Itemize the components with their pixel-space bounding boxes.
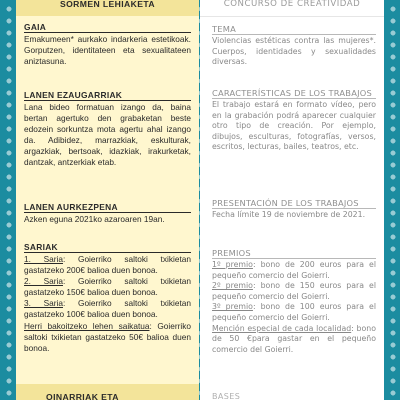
premios-section <box>212 248 376 355</box>
caracteristicas-text: El trabajo estará en formato vídeo, pero en la grabación podrá aparecer cualquier otro tipo de creación. Por ejemplo, dibujos, esculturas, fotografías, versos, escritos, lecturas, bailes, teatros, etc. <box>212 100 376 152</box>
sariak-item-label: 2. Saria <box>24 276 63 287</box>
sariak-item-text: : Goierriko saltoki txikietan gastatzeko 150€ balioa duen bonoa. <box>24 276 191 298</box>
premios-item <box>212 302 376 323</box>
sariak-item <box>24 254 191 276</box>
sariak-section <box>24 242 191 354</box>
caracteristicas-heading: CARACTERÍSTICAS DE LOS TRABAJOS <box>212 88 376 99</box>
sariak-special-label: Herri bakoitzeko lehen saikatua <box>24 320 150 331</box>
sariak-item-label: 1. Saria <box>24 254 63 264</box>
spanish-title: CONCURSO DE CREATIVIDAD <box>200 0 384 17</box>
premios-item <box>212 281 376 302</box>
sariak-item-text: : Goierriko saltoki txikietan gastatzeko 100€ balioa duen bonoa. <box>24 298 191 320</box>
premios-special <box>212 324 376 356</box>
tema-section <box>212 24 376 68</box>
sariak-item <box>24 276 191 298</box>
lanen-aurkezpena-section <box>24 202 191 225</box>
premios-heading: PREMIOS <box>212 248 376 259</box>
premios-item <box>212 260 376 281</box>
sariak-special-text: : Goierriko saltoki txikietan gastatzeko 50€ balioa duen bonoa. <box>24 320 191 353</box>
premios-item-label: 2º premio <box>212 281 253 291</box>
gaia-heading: GAIA <box>24 22 191 33</box>
lanen-aurkezpena-heading: LANEN AURKEZPENA <box>24 202 191 213</box>
sariak-item <box>24 298 191 320</box>
sariak-heading: SARIAK <box>24 242 191 253</box>
presentacion-section <box>212 198 376 221</box>
presentacion-text: Fecha límite 19 de noviembre de 2021. <box>212 210 366 219</box>
premios-item-label: 3º premio <box>212 302 253 312</box>
gaia-section <box>24 22 191 67</box>
lanen-ezaugarriak-section <box>24 90 191 169</box>
presentacion-heading: PRESENTACIÓN DE LOS TRABAJOS <box>212 198 376 209</box>
tema-text: Violencias estéticas contra las mujeres*. Cuerpos, identidades y sexualidades diversas. <box>212 36 376 67</box>
basque-title: SORMEN LEHIAKETA <box>16 0 199 16</box>
lanen-aurkezpena-text: Azken eguna 2021ko azaroaren 19an. <box>24 214 165 224</box>
premios-item-text: : bono de 200 euros para el pequeño comercio del Goierri. <box>212 260 376 280</box>
premios-special-label: Mención especial de cada localidad <box>212 323 352 333</box>
sariak-item-label: 3. Saria <box>24 298 63 309</box>
lanen-ezaugarriak-text: Lana bideo formatuan izango da, baina bertan agertuko den grabaketan beste edozein sorkuntza mota agertu ahal izango da. Adibidez, marrazkiak, eskulturak, argazkiak, bertsoak, idazkiak, irakurketak, dantzak, antzerkiak etab. <box>24 102 191 168</box>
lanen-ezaugarriak-heading: LANEN EZAUGARRIAK <box>24 90 191 101</box>
sariak-item-text: : Goierriko saltoki txikietan gastatzeko 200€ balioa duen bonoa. <box>24 254 191 276</box>
tema-heading: TEMA <box>212 24 376 35</box>
sariak-special <box>24 321 191 354</box>
premios-item-text: : bono de 100 euros para el pequeño comercio del Goierri. <box>212 302 376 322</box>
gaia-text: Emakumeen* aurkako indarkeria estetikoak. Gorputzen, identitateen eta sexualitateen aniztasuna. <box>24 34 191 67</box>
spanish-panel <box>200 0 384 400</box>
caracteristicas-section <box>212 88 376 153</box>
premios-special-text: : bono de 50 €para gastar en el pequeño comercio del Goierri. <box>212 323 376 354</box>
spanish-bottom-title: BASES <box>212 392 241 400</box>
basque-bottom-title: OINARRIAK ETA <box>16 384 199 400</box>
basque-panel <box>16 0 199 400</box>
premios-item-label: 1º premio <box>212 260 253 269</box>
premios-item-text: : bono de 150 euros para el pequeño comercio del Goierri. <box>212 281 376 301</box>
